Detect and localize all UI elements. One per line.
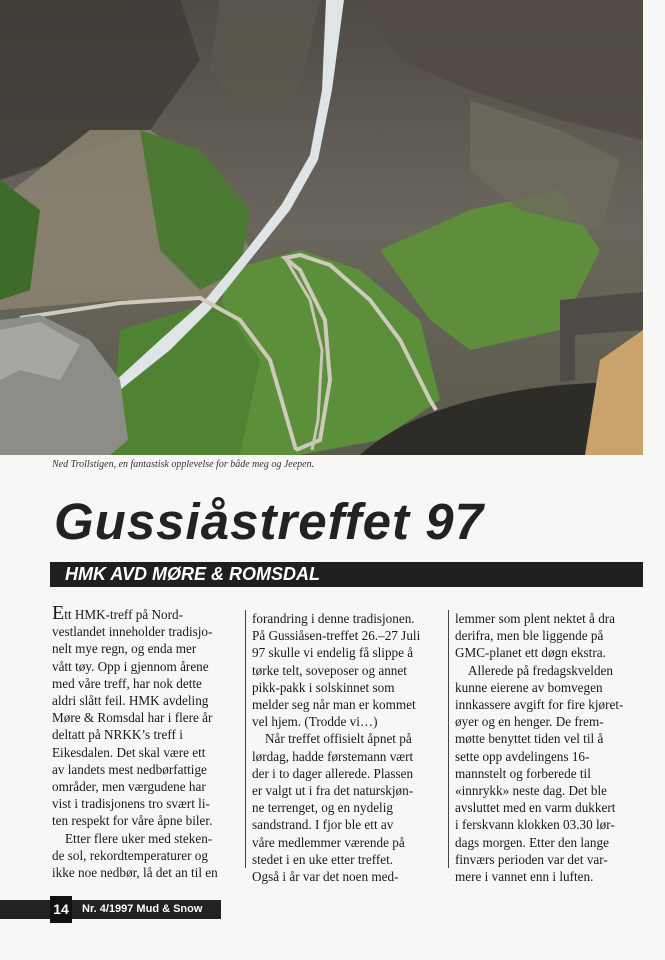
page-footer bbox=[0, 900, 221, 919]
text-line: GMC-planet ett døgn ekstra. bbox=[455, 645, 606, 661]
text-line: sette opp avdelingens 16- bbox=[455, 748, 590, 764]
text-line: Eikesdalen. Det skal være ett bbox=[52, 744, 206, 760]
text-line: møtte benyttet tiden vel til å bbox=[455, 731, 604, 747]
text-line: deltatt på NRKK’s treff i bbox=[52, 727, 183, 743]
text-line: de sol, rekordtemperaturer og bbox=[52, 847, 208, 863]
text-line: Møre & Romsdal har i flere år bbox=[52, 710, 213, 726]
text-line: pikk-pakk i solskinnet som bbox=[252, 679, 395, 695]
text-line: der i to dager allerede. Plassen bbox=[252, 765, 414, 781]
mountain-road-photo bbox=[0, 0, 643, 455]
text-line: vestlandet inneholder tradisjo- bbox=[52, 624, 213, 640]
text-line: er valgt ut i fra det naturskjøn- bbox=[252, 783, 414, 799]
text-line: lemmer som plent nektet å dra bbox=[455, 611, 616, 626]
article-column-2 bbox=[252, 610, 442, 885]
drop-cap: E bbox=[52, 602, 65, 624]
article-column-1 bbox=[52, 602, 238, 881]
text-line: vått tøy. Opp i gjennom årene bbox=[52, 658, 209, 674]
article-column-3 bbox=[455, 610, 643, 885]
text-line: ten respekt for våre åpne biler. bbox=[52, 813, 213, 829]
text-line: våre medlemmer værende på bbox=[252, 834, 405, 850]
text-line: i ferskvann klokken 03.30 lør- bbox=[455, 817, 615, 833]
text-line: På Gussiåsen-treffet 26.–27 Juli bbox=[252, 628, 421, 644]
text-line: Når treffet offisielt åpnet på bbox=[265, 731, 412, 747]
text-line: nelt mye regn, og enda mer bbox=[52, 641, 197, 657]
text-line: derifra, men ble liggende på bbox=[455, 628, 604, 644]
text-line: tørke telt, soveposer og annet bbox=[252, 662, 407, 678]
text-line: ikke noe nedbør, lå det an til en bbox=[52, 865, 218, 881]
text-line: Allerede på fredagskvelden bbox=[468, 662, 613, 678]
text-line: avsluttet med en varm dukkert bbox=[455, 800, 616, 816]
text-line: Ett HMK-treff på Nord- bbox=[52, 602, 183, 624]
text-line: dags morgen. Etter den lange bbox=[455, 834, 609, 850]
text-line: mannstelt og forberede til bbox=[455, 765, 591, 781]
text-line: aldri slått feil. HMK avdeling bbox=[52, 693, 209, 709]
page-number: 14 bbox=[50, 896, 72, 923]
text-line: 97 skulle vi endelig få slippe å bbox=[252, 645, 414, 661]
article-subtitle: HMK AVD MØRE & ROMSDAL bbox=[50, 562, 643, 587]
text-line: Etter flere uker med steken- bbox=[65, 830, 213, 846]
text-line: mere i vannet enn i luften. bbox=[455, 869, 594, 885]
text-line: områder, men værgudene har bbox=[52, 779, 206, 795]
text-line: melder seg når man er kommet bbox=[252, 697, 416, 713]
text-line: lørdag, hadde førstemann vært bbox=[252, 748, 414, 764]
text-line: med våre treff, har nok dette bbox=[52, 675, 202, 691]
text-line: «innrykk» neste dag. Det ble bbox=[455, 783, 607, 799]
article-title: Gussiåstreffet 97 bbox=[54, 493, 484, 550]
text-line: vel hjem. (Trodde vi…) bbox=[252, 714, 378, 730]
text-line: Også i år var det noen med- bbox=[252, 869, 399, 885]
text-line: øyer og en henger. De frem- bbox=[455, 714, 604, 730]
text-line: innkassere avgift for fire kjøret- bbox=[455, 697, 624, 713]
text-line: stedet i en uke etter treffet. bbox=[252, 851, 394, 867]
text-line: sandstrand. I fjor ble ett av bbox=[252, 817, 394, 833]
text-line: av landets mest nedbørfattige bbox=[52, 761, 207, 777]
text-line: finværs perioden var det var- bbox=[455, 851, 608, 867]
text-line: ne terrenget, og en nydelig bbox=[252, 800, 393, 816]
column-divider bbox=[448, 610, 449, 868]
photo-caption: Ned Trollstigen, en fantastisk opplevelse for både meg og Jeepen. bbox=[52, 459, 315, 470]
column-divider bbox=[245, 610, 246, 868]
trollstigen-illustration bbox=[0, 0, 643, 455]
text-line: vist i tradisjonens tro svært li- bbox=[52, 796, 210, 812]
text-line: kunne eierene av bomvegen bbox=[455, 679, 603, 695]
issue-label: Nr. 4/1997 Mud & Snow bbox=[82, 903, 203, 915]
text-line: forandring i denne tradisjonen. bbox=[252, 611, 415, 626]
